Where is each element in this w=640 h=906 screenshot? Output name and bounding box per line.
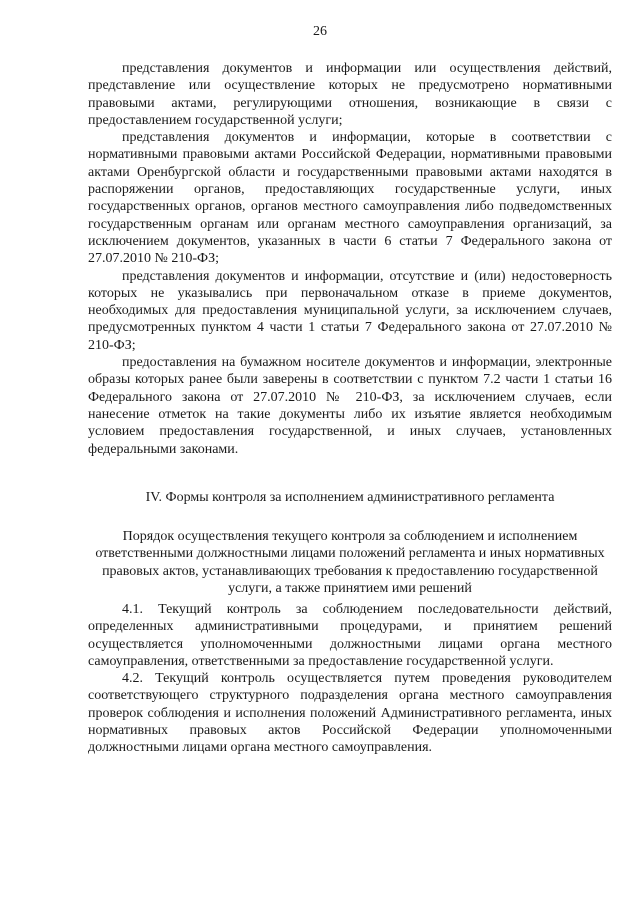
- paragraph: 4.2. Текущий контроль осуществляется путем проведения руководителем соответствующего структурного подразделения органа местного самоуправления проверок соблюдения и исполнения положений Административного регламента, иных нормативных правовых актов Российской Федерации уполномоченными должностными лицами органа местного самоуправления.: [88, 671, 612, 756]
- section-heading: IV. Формы контроля за исполнением административного регламента: [145, 490, 555, 505]
- paragraph: представления документов и информации или осуществления действий, представление или осуществление которых не предусмотрено нормативными правовыми актами, регулирующими отношения, возникающие в связи с предоставлением государственной услуги;: [88, 61, 612, 128]
- paragraph: представления документов и информации, отсутствие и (или) недостоверность которых не указывались при первоначальном отказе в приеме документов, необходимых для предоставления муниципальной услуги, за исключением случаев, предусмотренных пунктом 4 части 1 статьи 7 Федерального закона от 27.07.2010 № 210-ФЗ;: [88, 268, 612, 353]
- paragraph: 4.1. Текущий контроль за соблюдением последовательности действий, определенных административными процедурами, и принятием решений осуществляется уполномоченными должностными лицами органа местного самоуправления, ответственными за предоставление государственной услуги.: [88, 602, 612, 669]
- paragraph: представления документов и информации, которые в соответствии с нормативными правовыми актами Российской Федерации, нормативными правовыми актами Оренбургской области и государственными правовыми актами находятся в распоряжении органов, предоставляющих государственные услуги, иных государственных органов, органов местного самоуправления либо подведомственных государственным органам или органам местного самоуправления организаций, за исключением документов, указанных в части 6 статьи 7 Федерального закона от 27.07.2010 № 210-ФЗ;: [88, 130, 612, 267]
- body-text-top: [88, 60, 612, 458]
- subsection-heading: Порядок осуществления текущего контроля за соблюдением и исполнением ответственными должностными лицами положений регламента и иных нормативных правовых актов, устанавливающих требования к предоставлению государственной услуги, а также принятием ими решений: [95, 529, 605, 596]
- body-text-bottom: [88, 601, 612, 757]
- paragraph: предоставления на бумажном носителе документов и информации, электронные образы которых ранее были заверены в соответствии с пунктом 7.2 части 1 статьи 16 Федерального закона от 27.07.2010 № 210-ФЗ, за исключением случаев, если нанесение отметок на такие документы либо их изъятие является необходимым условием предоставления государственной, и иных случаев, установленных федеральными законами.: [88, 355, 612, 457]
- page-number: 26: [313, 24, 327, 39]
